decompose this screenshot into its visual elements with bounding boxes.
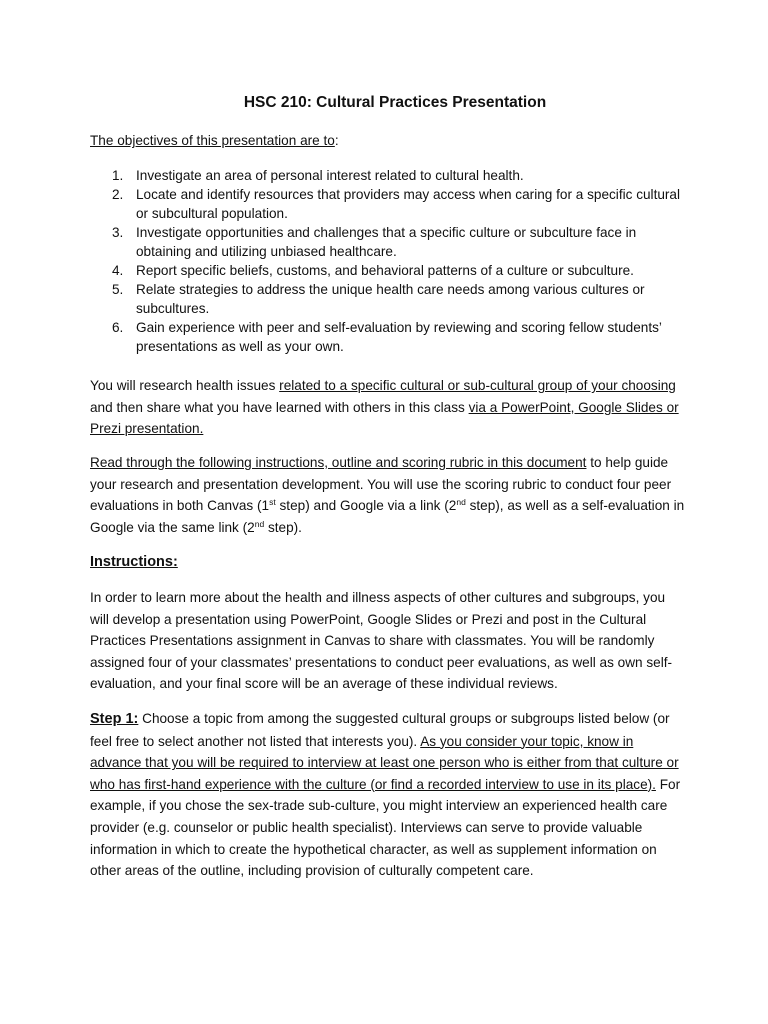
underlined-text: Read through the following instructions, outline and scoring rubric in this document: [90, 455, 587, 470]
text-run: and then share what you have learned with others in this class: [90, 399, 469, 415]
step1-paragraph: [90, 708, 685, 882]
list-item-text: Relate strategies to address the unique health care needs among various cultures or subcultures.: [136, 282, 645, 316]
list-number: 2.: [112, 187, 124, 202]
superscript: nd: [254, 518, 265, 529]
list-number: 4.: [112, 263, 124, 278]
underlined-text: As you consider your topic, know in advance that you will be required to interview at least one person who is either from that culture or who has first-hand experience with the culture (or find a recorded interview to use in its place).: [90, 733, 679, 792]
objectives-list: [90, 166, 685, 356]
list-item: [90, 185, 685, 223]
step1-label: Step 1:: [90, 711, 139, 727]
list-number: 5.: [112, 282, 124, 297]
objectives-intro: [90, 131, 685, 150]
instructions-heading: [90, 552, 685, 572]
list-item: [90, 223, 685, 261]
research-paragraph: [90, 375, 685, 440]
superscript: nd: [456, 497, 466, 508]
document-title: HSC 210: Cultural Practices Presentation: [243, 94, 547, 111]
instructions-intro-paragraph: [90, 452, 685, 538]
list-item-text: Report specific beliefs, customs, and behavioral patterns of a culture or subculture.: [136, 263, 634, 278]
text-run: step) and Google via a link (2: [275, 498, 457, 514]
list-item-text: Investigate opportunities and challenges that a specific culture or subculture face in obtaining and utilizing unbiased healthcare.: [136, 225, 637, 259]
overview-paragraph: In order to learn more about the health and illness aspects of other cultures and subgroups, you will develop a presentation using PowerPoint, Google Slides or Prezi and post in the Cultural Practices Presentations assignment in Canvas to share with classmates. You will be randomly assigned four of your classmates’ presentations to conduct peer evaluations, as well as own self-evaluation, and your final score will be an average of these individual reviews.: [90, 590, 673, 692]
list-item: [90, 318, 685, 356]
instructions-heading-text: Instructions:: [90, 554, 178, 570]
list-item-text: Locate and identify resources that providers may access when caring for a specific cultural or subcultural population.: [136, 187, 681, 221]
text-run: step).: [264, 519, 302, 535]
objectives-intro-text: The objectives of this presentation are to: [90, 133, 335, 148]
objectives-intro-colon: :: [334, 133, 339, 148]
text-run: Choose a topic from among the suggested cultural groups or subgroups listed below (or feel free to select another not listed that interests you).: [90, 711, 670, 749]
underlined-text: via a PowerPoint, Google Slides or Prezi presentation.: [90, 399, 679, 437]
list-item: [90, 261, 685, 280]
underlined-text: related to a specific cultural or sub-cultural group of your choosing: [279, 378, 676, 393]
list-number: 6.: [112, 320, 124, 335]
list-item: [90, 166, 685, 185]
list-number: 1.: [112, 168, 124, 183]
text-run: to help guide your research and presentation development. You will use the scoring rubric to conduct four peer evaluations in both Canvas (1: [90, 455, 672, 514]
list-item-text: Gain experience with peer and self-evaluation by reviewing and scoring fellow students’ presentations as well as your own.: [136, 320, 662, 354]
list-number: 3.: [112, 225, 124, 240]
text-run: You will research health issues: [90, 378, 280, 393]
text-run: For example, if you chose the sex-trade sub-culture, you might interview an experienced health care provider (e.g. counselor or public health specialist). Interviews can serve to provide valuable information in which to create the hypothetical character, as well as supplement information on other areas of the outline, including provision of culturally competent care.: [90, 776, 681, 879]
superscript: st: [269, 497, 276, 508]
list-item-text: Investigate an area of personal interest related to cultural health.: [136, 168, 524, 183]
list-item: [90, 280, 685, 318]
text-run: step), as well as a self-evaluation in Google via the same link (2: [90, 498, 685, 535]
